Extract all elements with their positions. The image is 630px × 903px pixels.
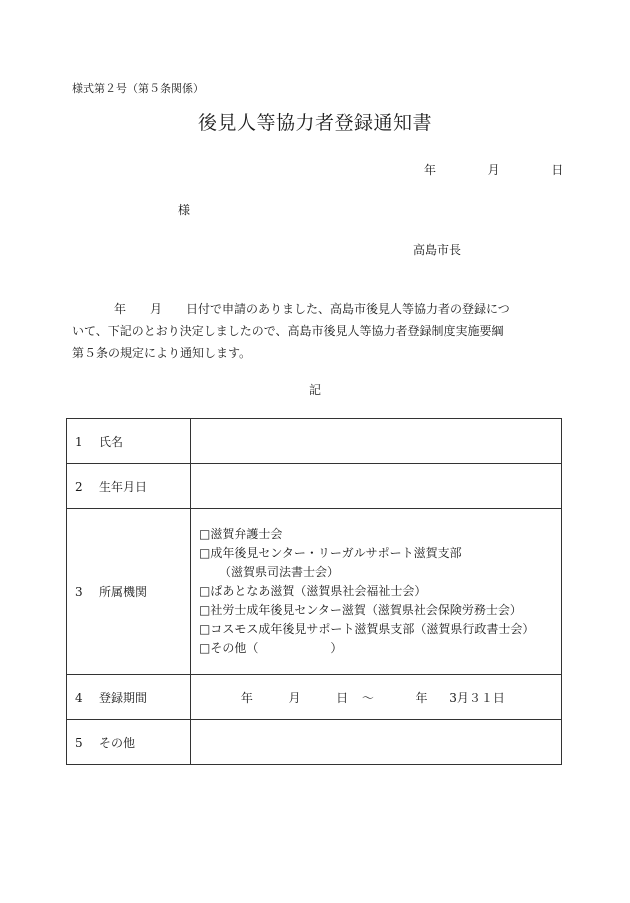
- row-number: 4: [75, 690, 83, 705]
- period-year-end: 年: [415, 690, 428, 705]
- table-row-affiliation: [67, 509, 562, 675]
- affiliation-option[interactable]: □成年後見センター・リーガルサポート滋賀支部: [199, 546, 462, 560]
- period-year-start: 年: [240, 690, 253, 705]
- row-label: [67, 419, 191, 464]
- date-month: 月: [487, 163, 500, 177]
- affiliation-option[interactable]: □その他（ ）: [199, 641, 343, 655]
- table-row-period: [67, 675, 562, 720]
- row-number: 1: [75, 434, 83, 449]
- registration-period: [191, 675, 562, 720]
- registration-table: [66, 418, 562, 765]
- row-number: 3: [75, 585, 83, 599]
- period-tilde: ～: [361, 690, 374, 705]
- birthdate-value[interactable]: [191, 464, 562, 509]
- row-label: [67, 509, 191, 675]
- row-label: [67, 720, 191, 765]
- addressee: 様: [178, 203, 191, 217]
- row-title: 生年月日: [99, 479, 148, 494]
- row-label: [67, 675, 191, 720]
- affiliation-option[interactable]: □ぱあとなあ滋賀（滋賀県社会福祉士会）: [199, 584, 427, 598]
- issue-date: [424, 161, 563, 178]
- table-row-name: [67, 419, 562, 464]
- date-day: 日: [551, 163, 564, 177]
- row-number: 2: [75, 479, 83, 494]
- row-title: 所属機関: [99, 585, 148, 599]
- row-title: その他: [99, 735, 136, 750]
- row-title: 登録期間: [99, 690, 148, 705]
- affiliation-note: （滋賀県司法書士会）: [219, 565, 340, 579]
- notice-body: [72, 298, 562, 364]
- name-value[interactable]: [191, 419, 562, 464]
- body-line-1: 年 月 日付で申請のありました、高島市後見人等協力者の登録につ: [114, 302, 510, 316]
- period-month-start: 月: [288, 690, 301, 705]
- ki-heading: 記: [308, 383, 321, 397]
- form-number: 様式第２号（第５条関係）: [72, 82, 204, 95]
- document-title: 後見人等協力者登録通知書: [197, 112, 432, 134]
- period-end-date: 3月３１日: [449, 690, 505, 705]
- period-day-start: 日: [336, 690, 349, 705]
- body-line-3: 第５条の規定により通知します。: [72, 346, 252, 360]
- table-row-birthdate: [67, 464, 562, 509]
- affiliation-option[interactable]: □滋賀弁護士会: [199, 527, 283, 541]
- date-year: 年: [424, 163, 437, 177]
- row-label: [67, 464, 191, 509]
- affiliation-option[interactable]: □社労士成年後見センター滋賀（滋賀県社会保険労務士会）: [199, 603, 522, 617]
- row-title: 氏名: [99, 434, 124, 449]
- issuer: 高島市長: [413, 243, 462, 257]
- row-number: 5: [75, 735, 83, 750]
- body-line-2: いて、下記のとおり決定しましたので、高島市後見人等協力者登録制度実施要綱: [72, 324, 504, 338]
- table-row-other: [67, 720, 562, 765]
- affiliation-option[interactable]: □コスモス成年後見サポート滋賀県支部（滋賀県行政書士会）: [199, 622, 535, 636]
- affiliation-options: [191, 509, 562, 675]
- other-value[interactable]: [191, 720, 562, 765]
